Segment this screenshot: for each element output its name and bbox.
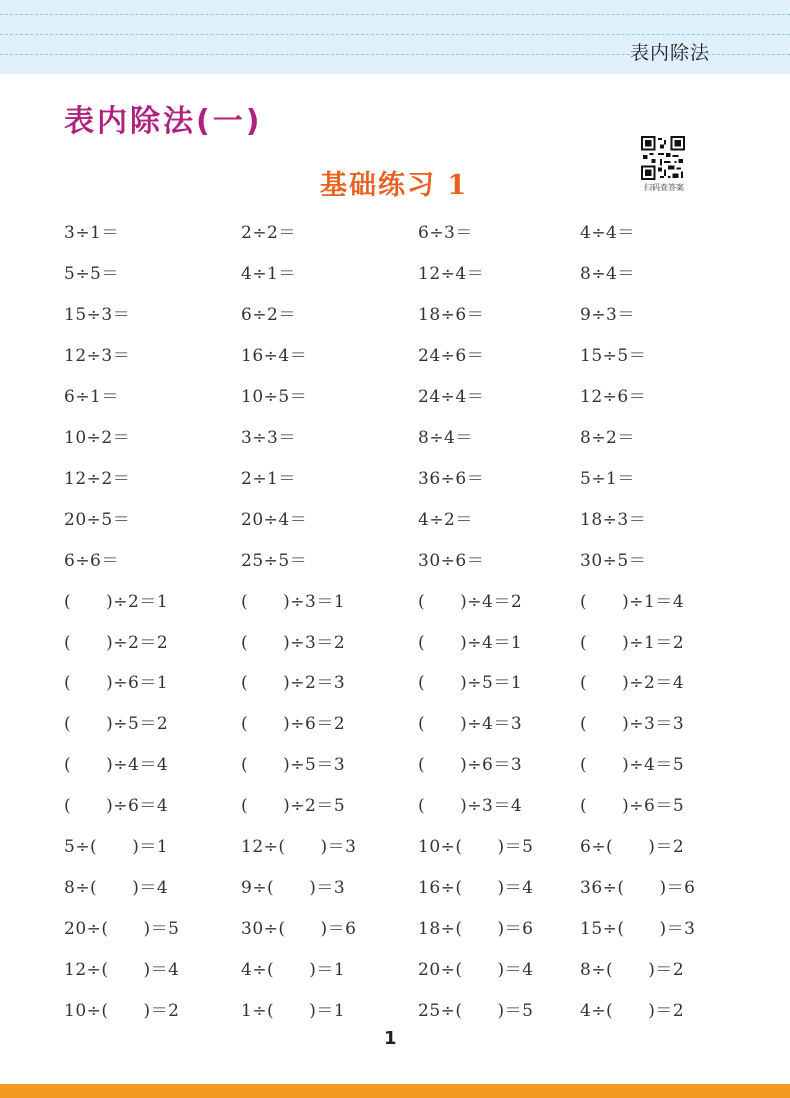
page-number: 1: [384, 1028, 397, 1049]
division-problem[interactable]: 18÷6＝: [418, 304, 485, 325]
problem-row: [0, 873, 790, 903]
division-problem[interactable]: 6÷1＝: [64, 386, 119, 407]
division-problem[interactable]: 24÷4＝: [418, 386, 485, 407]
division-problem[interactable]: ( )÷5＝3: [241, 755, 346, 776]
problem-row: [0, 628, 790, 658]
division-problem[interactable]: 24÷6＝: [418, 345, 485, 366]
division-problem[interactable]: ( )÷2＝4: [580, 673, 685, 694]
division-problem[interactable]: 6÷( )＝2: [580, 837, 685, 858]
division-problem[interactable]: ( )÷4＝2: [418, 591, 523, 612]
header-band: [0, 0, 790, 74]
division-problem[interactable]: ( )÷3＝1: [241, 591, 346, 612]
division-problem[interactable]: 4÷( )＝2: [580, 1001, 685, 1022]
problem-row: [0, 832, 790, 862]
division-problem[interactable]: 10÷5＝: [241, 386, 308, 407]
problem-row: [0, 914, 790, 944]
division-problem[interactable]: 9÷( )＝3: [241, 878, 346, 899]
division-problem[interactable]: 6÷3＝: [418, 223, 473, 243]
division-problem[interactable]: 30÷5＝: [580, 550, 647, 571]
division-problem[interactable]: 18÷3＝: [580, 509, 647, 530]
division-problem[interactable]: ( )÷4＝5: [580, 755, 685, 776]
division-problem[interactable]: 3÷1＝: [64, 223, 119, 243]
division-problem[interactable]: ( )÷2＝3: [241, 673, 346, 694]
division-problem[interactable]: 12÷2＝: [64, 468, 131, 489]
division-problem[interactable]: 12÷4＝: [418, 263, 485, 284]
division-problem[interactable]: 18÷( )＝6: [418, 919, 534, 940]
division-problem[interactable]: ( )÷2＝1: [64, 591, 169, 612]
division-problem[interactable]: 5÷( )＝1: [64, 837, 169, 858]
division-problem[interactable]: 25÷( )＝5: [418, 1001, 534, 1022]
division-problem[interactable]: 8÷4＝: [580, 263, 635, 284]
problem-row: [0, 791, 790, 821]
division-problem[interactable]: 16÷( )＝4: [418, 878, 534, 899]
problem-row: [0, 218, 790, 248]
footer-bar: [0, 1084, 790, 1098]
division-problem[interactable]: ( )÷6＝4: [64, 796, 169, 817]
problem-row: [0, 955, 790, 985]
division-problem[interactable]: 8÷2＝: [580, 427, 635, 448]
division-problem[interactable]: 3÷3＝: [241, 427, 296, 448]
division-problem[interactable]: ( )÷6＝3: [418, 755, 523, 776]
division-problem[interactable]: 10÷( )＝5: [418, 837, 534, 858]
division-problem[interactable]: 4÷4＝: [580, 223, 635, 243]
division-problem[interactable]: 12÷6＝: [580, 386, 647, 407]
division-problem[interactable]: 20÷( )＝5: [64, 919, 180, 940]
division-problem[interactable]: 36÷6＝: [418, 468, 485, 489]
division-problem[interactable]: ( )÷6＝2: [241, 714, 346, 735]
problem-row: [0, 668, 790, 698]
division-problem[interactable]: 1÷( )＝1: [241, 1001, 346, 1022]
problem-row: [0, 546, 790, 576]
division-problem[interactable]: ( )÷2＝5: [241, 796, 346, 817]
division-problem[interactable]: ( )÷4＝1: [418, 632, 523, 653]
division-problem[interactable]: 8÷( )＝4: [64, 878, 169, 899]
division-problem[interactable]: 2÷1＝: [241, 468, 296, 489]
division-problem[interactable]: ( )÷1＝4: [580, 591, 685, 612]
chapter-title: 表内除法: [629, 42, 710, 64]
division-problem[interactable]: 2÷2＝: [241, 223, 296, 243]
problem-row: [0, 300, 790, 330]
division-problem[interactable]: 9÷3＝: [580, 304, 635, 325]
problem-row: [0, 587, 790, 617]
problem-row: [0, 423, 790, 453]
problem-row: [0, 750, 790, 780]
division-problem[interactable]: 8÷( )＝2: [580, 960, 685, 981]
division-problem[interactable]: ( )÷2＝2: [64, 632, 169, 653]
division-problem[interactable]: 6÷6＝: [64, 550, 119, 571]
division-problem[interactable]: 12÷( )＝3: [241, 837, 357, 858]
division-problem[interactable]: 20÷5＝: [64, 509, 131, 530]
division-problem[interactable]: ( )÷4＝4: [64, 755, 169, 776]
problem-row: [0, 259, 790, 289]
division-problem[interactable]: 36÷( )＝6: [580, 878, 696, 899]
qr-caption: 扫码查答案: [644, 183, 684, 192]
section-title: 表内除法(一): [64, 104, 263, 139]
division-problem[interactable]: 30÷( )＝6: [241, 919, 357, 940]
division-problem[interactable]: 20÷( )＝4: [418, 960, 534, 981]
header-dashed-line: [0, 34, 790, 35]
problem-row: [0, 996, 790, 1026]
problem-row: [0, 341, 790, 371]
problem-row: [0, 709, 790, 739]
problem-row: [0, 505, 790, 535]
division-problem[interactable]: ( )÷5＝2: [64, 714, 169, 735]
division-problem[interactable]: 10÷2＝: [64, 427, 131, 448]
division-problem[interactable]: 10÷( )＝2: [64, 1001, 180, 1022]
qr-code-icon[interactable]: [641, 136, 685, 180]
division-problem[interactable]: ( )÷6＝5: [580, 796, 685, 817]
division-problem[interactable]: 6÷2＝: [241, 304, 296, 325]
division-problem[interactable]: ( )÷6＝1: [64, 673, 169, 694]
division-problem[interactable]: 12÷3＝: [64, 345, 131, 366]
division-problem[interactable]: 4÷( )＝1: [241, 960, 346, 981]
division-problem[interactable]: ( )÷3＝4: [418, 796, 523, 817]
division-problem[interactable]: ( )÷3＝3: [580, 714, 685, 735]
division-problem[interactable]: 12÷( )＝4: [64, 960, 180, 981]
division-problem[interactable]: 30÷6＝: [418, 550, 485, 571]
division-problem[interactable]: 16÷4＝: [241, 345, 308, 366]
division-problem[interactable]: ( )÷1＝2: [580, 632, 685, 653]
division-problem[interactable]: ( )÷3＝2: [241, 632, 346, 653]
division-problem[interactable]: ( )÷4＝3: [418, 714, 523, 735]
division-problem[interactable]: 4÷1＝: [241, 263, 296, 284]
exercise-title: 基础练习 1: [320, 170, 469, 201]
division-problem[interactable]: ( )÷5＝1: [418, 673, 523, 694]
division-problem[interactable]: 8÷4＝: [418, 427, 473, 448]
division-problem[interactable]: 15÷3＝: [64, 304, 131, 325]
division-problem[interactable]: 15÷5＝: [580, 345, 647, 366]
division-problem[interactable]: 15÷( )＝3: [580, 919, 696, 940]
division-problem[interactable]: 5÷5＝: [64, 263, 119, 284]
division-problem[interactable]: 5÷1＝: [580, 468, 635, 489]
division-problem[interactable]: 20÷4＝: [241, 509, 308, 530]
division-problem[interactable]: 4÷2＝: [418, 509, 473, 530]
header-dashed-line: [0, 14, 790, 15]
division-problem[interactable]: 25÷5＝: [241, 550, 308, 571]
problem-row: [0, 464, 790, 494]
problem-row: [0, 382, 790, 412]
